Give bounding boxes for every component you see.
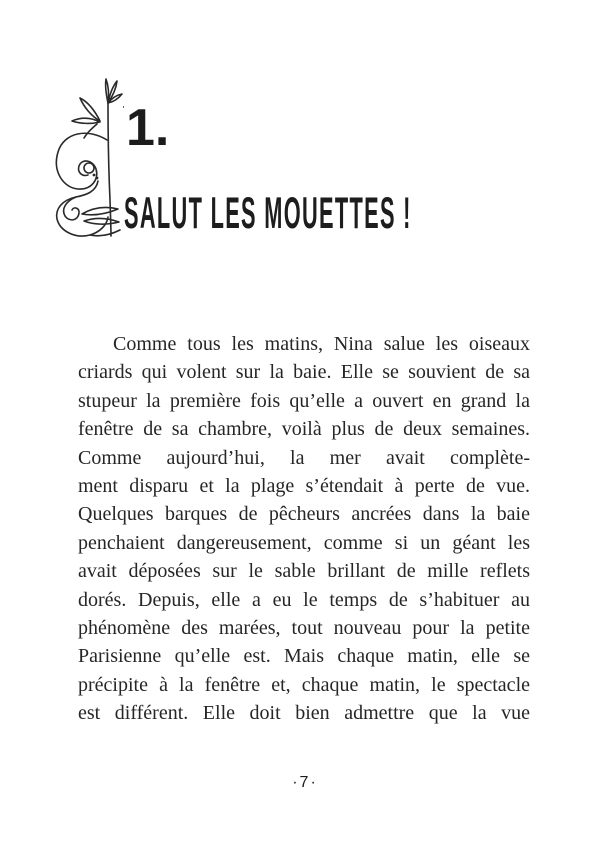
paragraph-line: dorés. Depuis, elle a eu le temps de s’habituer au bbox=[78, 588, 530, 611]
paragraph-line: Comme aujourd’hui, la mer avait complète- bbox=[78, 446, 530, 469]
paragraph-line: phénomène des marées, tout nouveau pour la petite bbox=[78, 617, 530, 640]
paragraph-line: est différent. Elle doit bien admettre que la vue bbox=[78, 702, 530, 725]
paragraph-line: précipite à la fenêtre et, chaque matin, le spectacle bbox=[78, 673, 530, 696]
paragraph-line: Quelques barques de pêcheurs ancrées dans la baie bbox=[78, 503, 530, 526]
paragraph-line: avait déposées sur le sable brillant de mille reflets bbox=[78, 560, 530, 583]
paragraph-line: criards qui volent sur la baie. Elle se souvient de sa bbox=[78, 361, 530, 384]
paragraph-line: Parisienne qu’elle est. Mais chaque matin, elle se bbox=[78, 645, 530, 668]
chapter-title-wrap bbox=[124, 187, 560, 238]
paragraph-line: Comme tous les matins, Nina salue les oiseaux bbox=[113, 333, 530, 355]
chapter-number: 1. bbox=[126, 99, 170, 157]
paragraph-line: penchaient dangereusement, comme si un géant les bbox=[78, 531, 530, 554]
snail-flower-illustration bbox=[52, 78, 124, 242]
chapter-title: SALUT LES MOUETTES ! bbox=[124, 187, 412, 238]
page-number: ·7· bbox=[292, 774, 318, 791]
paragraph-line: stupeur la première fois qu’elle a ouvert en grand la bbox=[78, 389, 530, 412]
body-paragraph bbox=[78, 330, 530, 728]
paragraph-line: ment disparu et la plage s’étendait à perte de vue. bbox=[78, 475, 530, 498]
snail-flower-icon bbox=[52, 78, 124, 242]
paragraph-line: fenêtre de sa chambre, voilà plus de deux semaines. bbox=[78, 418, 530, 441]
